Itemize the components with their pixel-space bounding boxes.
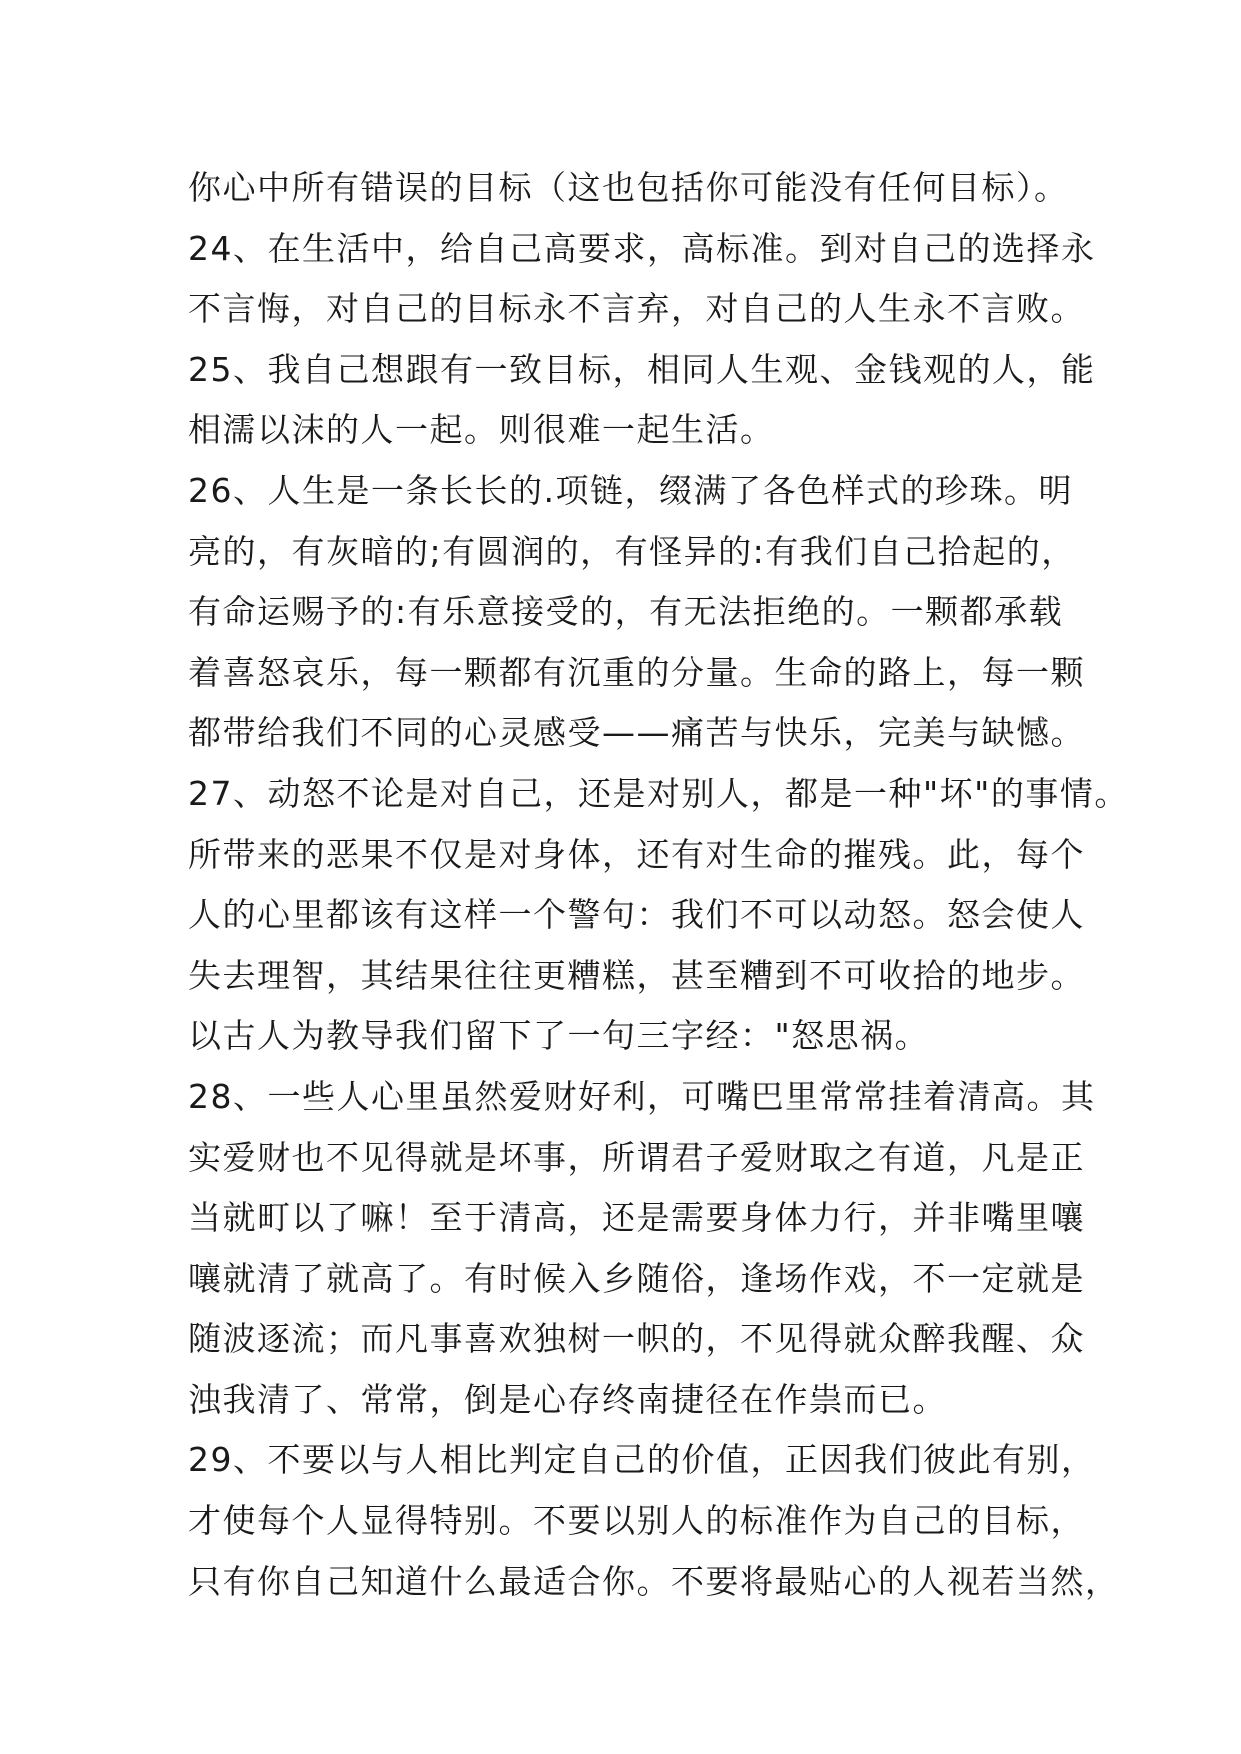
text-line: 以古人为教导我们留下了一句三字经："怒思祸。 [188,1016,930,1056]
text-line: 亮的，有灰暗的;有圆润的，有怪异的:有我们自己拾起的， [188,531,1076,571]
text-line: 失去理智，其结果往往更糟糕，甚至糟到不可收拾的地步。 [188,955,1085,995]
text-line: 你心中所有错误的目标（这也包括你可能没有任何目标）。 [188,168,1069,207]
text-line: 人的心里都该有这样一个警句：我们不可以动怒。怒会使人 [188,895,1085,935]
text-line: 有命运赐予的:有乐意接受的，有无法拒绝的。一颗都承载 [188,592,1064,632]
text-line: 嚷就清了就高了。有时候入乡随俗，逢场作戏，不一定就是 [188,1258,1085,1298]
text-line: 随波逐流；而凡事喜欢独树一帜的，不见得就众醉我醒、众 [188,1319,1085,1359]
body-text [188,158,1129,1612]
text-line: 实爱财也不见得就是坏事，所谓君子爱财取之有道，凡是正 [188,1137,1085,1177]
text-line: 25、我自己想跟有一致目标，相同人生观、金钱观的人，能 [188,349,1096,389]
text-line: 浊我清了、常常，倒是心存终南捷径在作祟而已。 [188,1379,947,1419]
text-line: 所带来的恶果不仅是对身体，还有对生命的摧残。此，每个 [188,834,1085,874]
text-line: 相濡以沫的人一起。则很难一起生活。 [188,410,775,450]
text-line: 26、人生是一条长长的.项链，缀满了各色样式的珍珠。明 [188,470,1073,510]
text-line: 27、动怒不论是对自己，还是对别人，都是一种"坏"的事情。 [188,773,1129,813]
text-line: 不言悔，对自己的目标永不言弃，对自己的人生永不言败。 [188,289,1085,329]
text-line: 29、不要以与人相比判定自己的价值，正因我们彼此有别， [188,1440,1096,1480]
text-line: 28、一些人心里虽然爱财好利，可嘴巴里常常挂着清高。其 [188,1076,1096,1116]
text-line: 才使每个人显得特别。不要以别人的标准作为自己的目标， [188,1501,1085,1541]
text-line: 着喜怒哀乐，每一颗都有沉重的分量。生命的路上，每一颗 [188,652,1085,692]
text-line: 只有你自己知道什么最适合你。不要将最贴心的人视若当然， [188,1561,1120,1601]
text-line: 当就町以了嘛！至于清高，还是需要身体力行，并非嘴里嚷 [188,1198,1085,1238]
text-line: 24、在生活中，给自己高要求，高标准。到对自己的选择永 [188,228,1096,268]
text-line: 都带给我们不同的心灵感受——痛苦与快乐，完美与缺憾。 [188,713,1085,753]
